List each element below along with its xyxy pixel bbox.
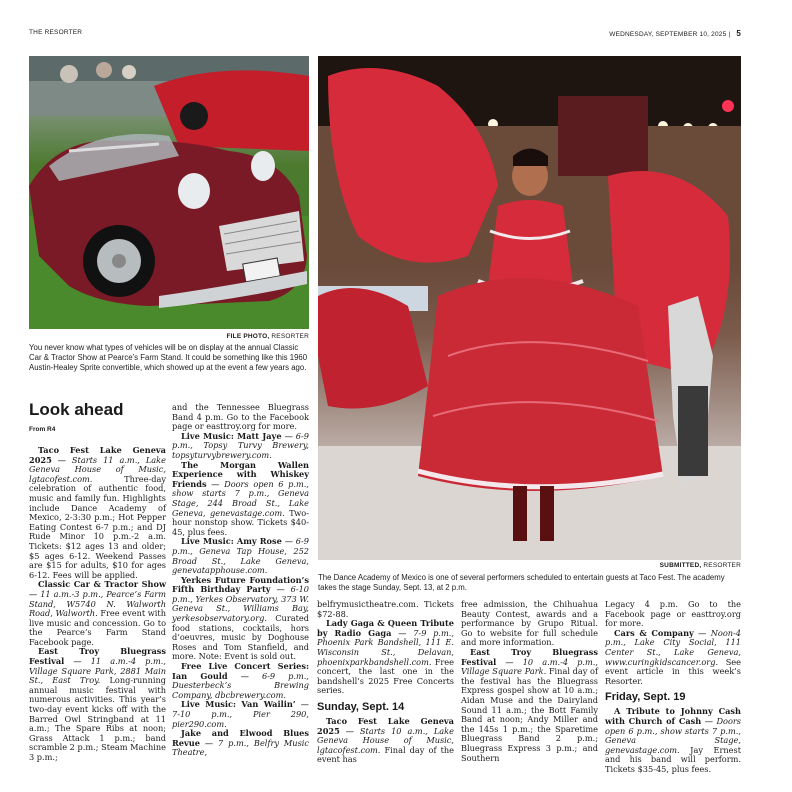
page-number: 5 — [736, 29, 741, 38]
event-listing — [605, 629, 741, 687]
event-details: — 6-9 p.m., Topsy Turvy Brewery, topsyturvybrewery.com. — [172, 430, 309, 460]
day-heading: Sunday, Sept. 14 — [317, 700, 405, 713]
continued-from-reference: From R4 — [29, 426, 56, 433]
event-listing — [29, 580, 166, 647]
austin-healey-sprite-image — [29, 56, 309, 329]
event-details: — 6-9 p.m., Duesterbeck’s Brewing Company, dbcbrewery.com. — [172, 670, 309, 700]
events-column-5 — [605, 600, 741, 775]
event-title: Live Music: Matt Jaye — [181, 430, 282, 441]
event-description: Free event with live music and concession. Go to the Pearce’s Farm Stand Facebook page. — [29, 608, 166, 647]
event-details: — 7 p.m., Belfry Music Theatre, — [172, 737, 309, 758]
event-listing — [172, 729, 309, 758]
event-title: East Troy Bluegrass Festival — [29, 646, 166, 667]
header-separator: | — [728, 31, 731, 38]
day-heading: Friday, Sept. 19 — [605, 691, 686, 704]
issue-date-and-page — [609, 29, 741, 38]
event-title: The Morgan Wallen Experience with Whiskey Friends — [172, 459, 309, 489]
event-continuation: free admission, the Chihuahua Beauty Contest, awards and a performance by Grupo Ritual. Go to website for full schedule and more information. — [461, 599, 598, 648]
car-photo-caption: You never know what types of vehicles will be on display at the annual Classic Car & Tractor Show at Pearce’s Farm Stand. It could be something like this 1960 Austin-Healey Sprite convertible, which showed up at the event a few years ago. — [29, 343, 308, 372]
event-description: Two-hour nonstop show. Tickets $40-45, plus fees. — [172, 507, 309, 537]
event-title: Yerkes Future Foundation’s Fifth Birthday Party — [172, 574, 309, 595]
dance-photo-caption: The Dance Academy of Mexico is one of several performers scheduled to entertain guests at Taco Fest. The academy takes the stage Sunday, Sept. 13, at 2 p.m. — [318, 573, 725, 592]
event-description: Free concert, the last one in the bandshell’s 2025 Free Concerts series. — [317, 656, 454, 696]
event-listing — [172, 662, 309, 700]
section-title: Look ahead — [29, 400, 124, 419]
page-header — [29, 27, 741, 41]
event-details: — 7-9 p.m., Phoenix Park Bandshell, 111 E. Wisconsin St., Delavan, phoenixparkbandshell.com. — [317, 627, 454, 667]
event-title: East Troy Bluegrass Festival — [461, 646, 598, 667]
event-details: — Noon-4 p.m., Lake City Social, 111 Center St., Lake Geneva, www.curingkidscancer.org. — [605, 627, 741, 667]
event-details: — Doors open 6 p.m., show starts 7 p.m., Geneva Stage, genevastage.com. — [605, 715, 741, 755]
event-description: Jay Ernest and his band will perform. Tickets $35-45, plus fees. — [605, 744, 741, 774]
event-continuation: Legacy 4 p.m. Go to the Facebook page or easttroy.org for more. — [605, 599, 741, 629]
event-title: Live Music: Van Wailin’ — [181, 699, 296, 710]
dance-academy-photo — [318, 56, 741, 560]
event-description: Curated food stations, cocktails, hors d’oeuvres, music by Doghouse Roses and Tom Stanfield, and more. Note: Event is sold out. — [172, 613, 309, 662]
event-description: Long-running annual music festival with numerous activities. This year’s two-day event kicks off with the Barred Owl Stringband at 11 a.m.; The Spare Ribs at noon; Grass Attack 1 p.m.; band scramble 2 p.m.; Steam Machine 3 p.m.; — [29, 675, 166, 762]
folklorico-dancer-image — [318, 56, 741, 560]
event-title: Jake and Elwood Blues Revue — [172, 728, 309, 748]
events-column-3 — [317, 600, 454, 765]
dance-photo-credit-source: SUBMITTED, — [659, 562, 702, 569]
event-description: Three-day celebration of authentic food, music and family fun. Highlights include Dance Academy of Mexico, 2-3:30 p.m.; Hot Pepper Eating Contest 6-7 p.m.; and DJ Rude Minor 10 p.m.-2 a.m. Tickets: $12 ages 13 and older; $5 ages 6-12. Weekend Passes are $15 for adults, $10 for ages 6-12. Fees will be applied. — [29, 473, 166, 580]
event-details: — 6-10 p.m., Yerkes Observatory, 373 W. Geneva St., Williams Bay, yerkesobservatory.org. — [172, 584, 309, 624]
dance-photo-credit-org: RESORTER — [703, 562, 741, 569]
events-column-2 — [172, 403, 309, 758]
car-photo-credit-source: FILE PHOTO, — [226, 333, 270, 340]
event-title: Free Live Concert Series: Ian Gould — [172, 661, 309, 681]
event-details: — 11 a.m.-3 p.m., Pearce’s Farm Stand, W5740 N. Walworth Road, Walworth. — [29, 588, 166, 619]
publication-name: THE RESORTER — [29, 29, 83, 36]
car-photo-credit-org: RESORTER — [271, 333, 309, 340]
event-title: Taco Fest Lake Geneva 2025 — [29, 445, 166, 465]
event-details: — Starts 11 a.m., Lake Geneva House of Music, lgtacofest.com. — [29, 454, 166, 484]
event-listing — [172, 432, 309, 461]
events-column-4 — [461, 600, 598, 763]
event-listing — [29, 647, 166, 762]
event-title: Live Music: Amy Rose — [181, 536, 282, 547]
event-description: Final day of the event has — [317, 744, 454, 765]
event-title: Lady Gaga & Queen Tribute by Radio Gaga — [317, 618, 454, 638]
event-details: — Starts 10 a.m., Lake Geneva House of Music, lgtacofest.com. — [317, 725, 454, 755]
event-listing — [29, 446, 166, 580]
event-listing — [317, 619, 454, 696]
event-listing — [172, 576, 309, 662]
dance-photo-credit — [318, 562, 741, 569]
event-title: A Tribute to Johnny Cash with Church of Cash — [605, 706, 741, 726]
event-title: Taco Fest Lake Geneva 2025 — [317, 715, 454, 736]
car-show-photo — [29, 56, 309, 329]
event-listing — [172, 461, 309, 538]
event-continuation: belfrymusictheatre.com. Tickets $72-88. — [317, 599, 454, 619]
event-listing — [605, 707, 741, 774]
event-details: — 7-10 p.m., Pier 290, pier290.com. — [172, 699, 309, 729]
event-description: See event article in this week’s Resorter. — [605, 656, 741, 686]
event-listing — [317, 717, 454, 765]
event-listing — [172, 537, 309, 575]
event-continuation: and the Tennessee Bluegrass Band 4 p.m. Go to the Facebook page or easttroy.org for more. — [172, 402, 309, 432]
event-listing — [461, 648, 598, 763]
event-description: Final day of the festival has the Bluegrass Express gospel show at 10 a.m.; Aidan Muse and the Dairyland Sound 11 a.m.; the Bott Family Band at noon; Andy Miller and the 145s 1 p.m.; the Sparetime Bluegrass Band 2 p.m.; Bluegrass Express 3 p.m.; and Southern — [461, 666, 598, 763]
event-details: — 11 a.m.-4 p.m., Village Square Park, 2881 Main St., East Troy. — [29, 656, 166, 686]
event-details: — Doors open 6 p.m., show starts 7 p.m., Geneva Stage, 244 Broad St., Lake Geneva, genevastage.com. — [172, 478, 309, 518]
car-photo-credit — [29, 333, 309, 340]
event-title: Cars & Company — [614, 627, 694, 638]
events-column-1 — [29, 446, 166, 763]
issue-date: WEDNESDAY, SEPTEMBER 10, 2025 — [609, 31, 727, 38]
event-details: — 10 a.m.-4 p.m., Village Square Park. — [461, 656, 598, 677]
event-title: Classic Car & Tractor Show — [38, 579, 166, 590]
event-details: — 6-9 p.m., Geneva Tap House, 252 Broad St., Lake Geneva, genevatapphouse.com. — [172, 536, 309, 576]
event-listing — [172, 700, 309, 729]
